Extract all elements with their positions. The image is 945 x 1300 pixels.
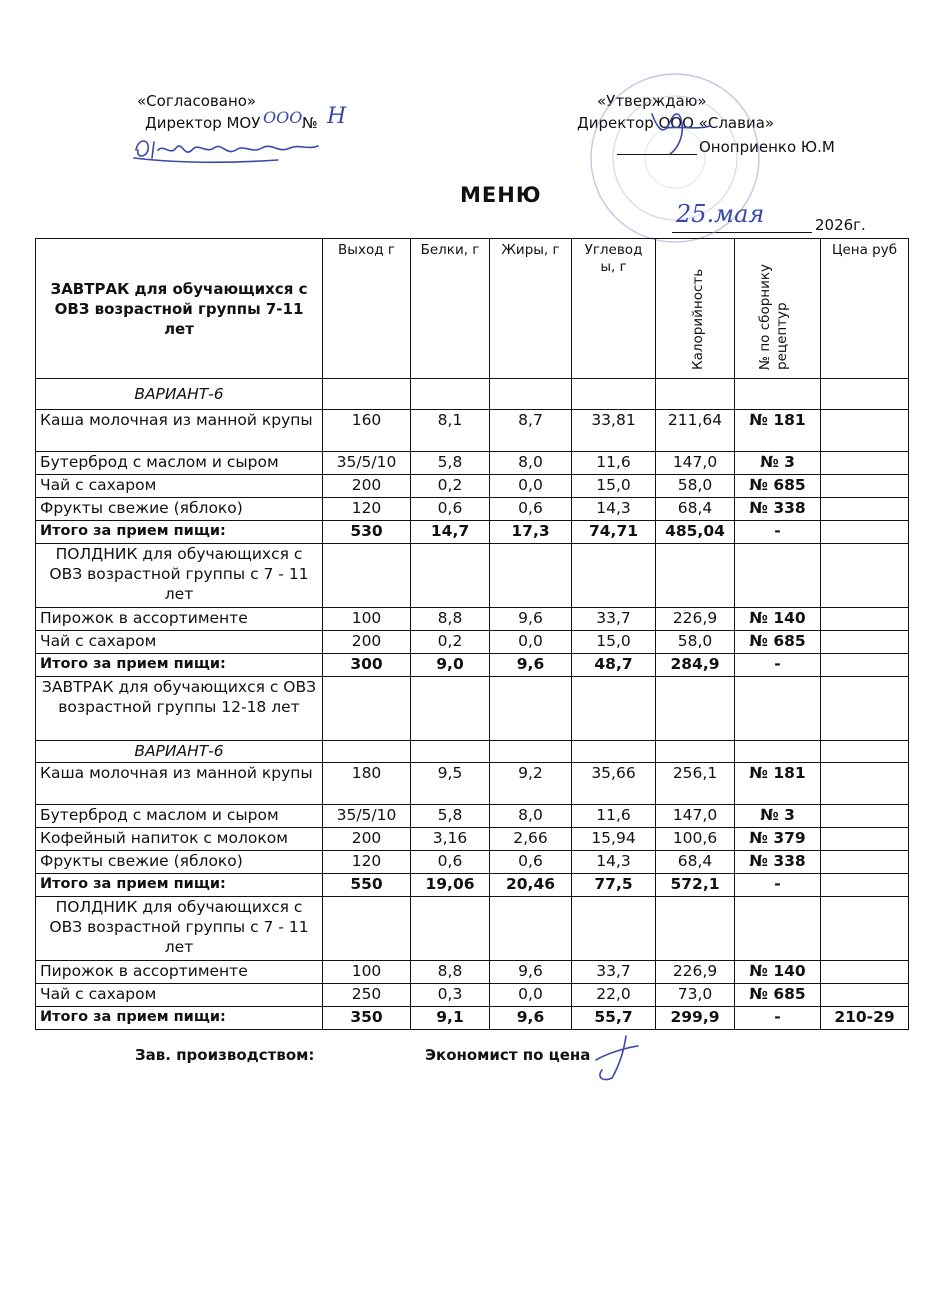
number-sign: № bbox=[302, 114, 318, 132]
variant-label: ВАРИАНТ-6 bbox=[36, 741, 323, 763]
protein-cell: 14,7 bbox=[411, 521, 490, 544]
fat-cell: 0,0 bbox=[490, 631, 572, 654]
protein-cell: 9,1 bbox=[411, 1007, 490, 1030]
page-title: МЕНЮ bbox=[460, 183, 542, 207]
recipe-cell: № 685 bbox=[735, 475, 821, 498]
calories-cell: 572,1 bbox=[656, 874, 735, 897]
handwritten-school-number: Н bbox=[327, 104, 347, 129]
section-3-title: ЗАВТРАК для обучающихся с ОВЗ возрастной группы 12-18 лет bbox=[36, 677, 323, 741]
table-row bbox=[36, 452, 909, 475]
meal-header: ЗАВТРАК для обучающихся с ОВЗ возрастной группы 7-11 лет bbox=[36, 239, 323, 379]
price-cell bbox=[821, 631, 909, 654]
section-3-total bbox=[36, 874, 909, 897]
price-cell bbox=[821, 475, 909, 498]
section-2-rows bbox=[36, 608, 909, 654]
dish-name: Итого за прием пищи: bbox=[36, 521, 323, 544]
protein-header: Белки, г bbox=[411, 239, 490, 379]
fat-cell: 8,0 bbox=[490, 805, 572, 828]
table-row bbox=[36, 498, 909, 521]
protein-cell: 9,0 bbox=[411, 654, 490, 677]
price-cell: 210-29 bbox=[821, 1007, 909, 1030]
price-header: Цена руб bbox=[821, 239, 909, 379]
output-cell: 160 bbox=[323, 410, 411, 452]
carbs-cell: 15,0 bbox=[572, 631, 656, 654]
carbs-cell: 55,7 bbox=[572, 1007, 656, 1030]
section-1-total bbox=[36, 521, 909, 544]
total-row bbox=[36, 654, 909, 677]
output-cell: 530 bbox=[323, 521, 411, 544]
fat-cell: 0,6 bbox=[490, 498, 572, 521]
price-cell bbox=[821, 763, 909, 805]
calories-cell: 68,4 bbox=[656, 851, 735, 874]
output-cell: 350 bbox=[323, 1007, 411, 1030]
carbs-cell: 15,94 bbox=[572, 828, 656, 851]
carbs-cell: 33,81 bbox=[572, 410, 656, 452]
price-cell bbox=[821, 410, 909, 452]
section-4-total bbox=[36, 1007, 909, 1030]
carbs-cell: 77,5 bbox=[572, 874, 656, 897]
recipe-cell: - bbox=[735, 1007, 821, 1030]
price-cell bbox=[821, 984, 909, 1007]
output-cell: 200 bbox=[323, 631, 411, 654]
year-label: 2026г. bbox=[815, 216, 866, 234]
price-cell bbox=[821, 452, 909, 475]
table-row bbox=[36, 763, 909, 805]
section-2-total bbox=[36, 654, 909, 677]
dish-name: Чай с сахаром bbox=[36, 631, 323, 654]
table-row bbox=[36, 828, 909, 851]
carbs-cell: 14,3 bbox=[572, 851, 656, 874]
section-4-rows bbox=[36, 961, 909, 1007]
variant-label: ВАРИАНТ-6 bbox=[36, 379, 323, 410]
fat-cell: 17,3 bbox=[490, 521, 572, 544]
carbs-cell: 33,7 bbox=[572, 608, 656, 631]
protein-cell: 0,3 bbox=[411, 984, 490, 1007]
section-3-rows bbox=[36, 763, 909, 874]
fat-cell: 9,6 bbox=[490, 654, 572, 677]
recipe-cell: № 140 bbox=[735, 608, 821, 631]
dish-name: Кофейный напиток с молоком bbox=[36, 828, 323, 851]
output-cell: 250 bbox=[323, 984, 411, 1007]
table-row bbox=[36, 410, 909, 452]
dish-name: Фрукты свежие (яблоко) bbox=[36, 498, 323, 521]
section-4-title: ПОЛДНИК для обучающихся с ОВЗ возрастной группы с 7 - 11 лет bbox=[36, 897, 323, 961]
total-row bbox=[36, 1007, 909, 1030]
calories-cell: 73,0 bbox=[656, 984, 735, 1007]
protein-cell: 3,16 bbox=[411, 828, 490, 851]
left-signature-icon bbox=[128, 128, 328, 168]
carbs-cell: 22,0 bbox=[572, 984, 656, 1007]
dish-name: Фрукты свежие (яблоко) bbox=[36, 851, 323, 874]
handwritten-school-short: ООО bbox=[263, 108, 303, 127]
calories-cell: 211,64 bbox=[656, 410, 735, 452]
recipe-cell: № 338 bbox=[735, 498, 821, 521]
dish-name: Итого за прием пищи: bbox=[36, 874, 323, 897]
dish-name: Бутерброд с маслом и сыром bbox=[36, 452, 323, 475]
protein-cell: 8,8 bbox=[411, 961, 490, 984]
price-cell bbox=[821, 498, 909, 521]
section-header-row bbox=[36, 544, 909, 608]
protein-cell: 0,2 bbox=[411, 475, 490, 498]
fat-cell: 9,6 bbox=[490, 608, 572, 631]
fat-cell: 0,0 bbox=[490, 984, 572, 1007]
table-row bbox=[36, 475, 909, 498]
carbs-cell: 74,71 bbox=[572, 521, 656, 544]
recipe-cell: - bbox=[735, 654, 821, 677]
output-cell: 35/5/10 bbox=[323, 452, 411, 475]
carbs-cell: 14,3 bbox=[572, 498, 656, 521]
recipe-cell: № 140 bbox=[735, 961, 821, 984]
fat-cell: 20,46 bbox=[490, 874, 572, 897]
table-header-row bbox=[36, 239, 909, 379]
fat-cell: 8,7 bbox=[490, 410, 572, 452]
calories-cell: 226,9 bbox=[656, 961, 735, 984]
recipe-cell: № 3 bbox=[735, 805, 821, 828]
protein-cell: 9,5 bbox=[411, 763, 490, 805]
calories-cell: 58,0 bbox=[656, 475, 735, 498]
director-left-label: Директор МОУ bbox=[145, 114, 261, 132]
calories-cell: 100,6 bbox=[656, 828, 735, 851]
section-1-rows bbox=[36, 410, 909, 521]
output-cell: 120 bbox=[323, 498, 411, 521]
section-header-row bbox=[36, 897, 909, 961]
calories-cell: 147,0 bbox=[656, 452, 735, 475]
protein-cell: 19,06 bbox=[411, 874, 490, 897]
dish-name: Чай с сахаром bbox=[36, 984, 323, 1007]
recipe-cell: № 181 bbox=[735, 763, 821, 805]
fat-header: Жиры, г bbox=[490, 239, 572, 379]
fat-cell: 9,6 bbox=[490, 1007, 572, 1030]
output-cell: 550 bbox=[323, 874, 411, 897]
protein-cell: 0,6 bbox=[411, 498, 490, 521]
fat-cell: 9,2 bbox=[490, 763, 572, 805]
dish-name: Итого за прием пищи: bbox=[36, 1007, 323, 1030]
total-row bbox=[36, 521, 909, 544]
output-cell: 200 bbox=[323, 828, 411, 851]
protein-cell: 0,6 bbox=[411, 851, 490, 874]
production-label: Зав. производством: bbox=[135, 1046, 315, 1064]
carbs-cell: 48,7 bbox=[572, 654, 656, 677]
calories-cell: 68,4 bbox=[656, 498, 735, 521]
output-cell: 200 bbox=[323, 475, 411, 498]
dish-name: Каша молочная из манной крупы bbox=[36, 763, 323, 805]
recipe-cell: - bbox=[735, 874, 821, 897]
output-cell: 180 bbox=[323, 763, 411, 805]
signer-right-name: Оноприенко Ю.М bbox=[699, 138, 835, 156]
protein-cell: 8,1 bbox=[411, 410, 490, 452]
recipe-cell: № 685 bbox=[735, 631, 821, 654]
economist-label: Экономист по цена bbox=[425, 1046, 591, 1064]
total-row bbox=[36, 874, 909, 897]
dish-name: Бутерброд с маслом и сыром bbox=[36, 805, 323, 828]
carbs-cell: 11,6 bbox=[572, 452, 656, 475]
fat-cell: 9,6 bbox=[490, 961, 572, 984]
approved-left-label: «Согласовано» bbox=[137, 92, 257, 110]
calories-cell: 226,9 bbox=[656, 608, 735, 631]
calories-cell: 299,9 bbox=[656, 1007, 735, 1030]
output-cell: 300 bbox=[323, 654, 411, 677]
calories-cell: 284,9 bbox=[656, 654, 735, 677]
recipe-cell: № 3 bbox=[735, 452, 821, 475]
fat-cell: 0,0 bbox=[490, 475, 572, 498]
output-header: Выход г bbox=[323, 239, 411, 379]
carbs-cell: 15,0 bbox=[572, 475, 656, 498]
approved-right-label: «Утверждаю» bbox=[597, 92, 707, 110]
table-row bbox=[36, 851, 909, 874]
recipe-cell: № 379 bbox=[735, 828, 821, 851]
dish-name: Каша молочная из манной крупы bbox=[36, 410, 323, 452]
protein-cell: 8,8 bbox=[411, 608, 490, 631]
output-cell: 100 bbox=[323, 608, 411, 631]
carbs-cell: 35,66 bbox=[572, 763, 656, 805]
dish-name: Чай с сахаром bbox=[36, 475, 323, 498]
recipe-cell: - bbox=[735, 521, 821, 544]
price-cell bbox=[821, 851, 909, 874]
calories-cell: 485,04 bbox=[656, 521, 735, 544]
calories-cell: 147,0 bbox=[656, 805, 735, 828]
table-row bbox=[36, 984, 909, 1007]
price-cell bbox=[821, 521, 909, 544]
recipe-cell: № 181 bbox=[735, 410, 821, 452]
protein-cell: 0,2 bbox=[411, 631, 490, 654]
calories-cell: 256,1 bbox=[656, 763, 735, 805]
handwritten-date: 25.мая bbox=[676, 200, 765, 228]
protein-cell: 5,8 bbox=[411, 805, 490, 828]
fat-cell: 2,66 bbox=[490, 828, 572, 851]
recipe-cell: № 685 bbox=[735, 984, 821, 1007]
right-signature-icon bbox=[640, 100, 720, 160]
output-cell: 35/5/10 bbox=[323, 805, 411, 828]
carbs-cell: 11,6 bbox=[572, 805, 656, 828]
table-row bbox=[36, 961, 909, 984]
dish-name: Пирожок в ассортименте bbox=[36, 961, 323, 984]
section-header-row bbox=[36, 677, 909, 741]
calories-cell: 58,0 bbox=[656, 631, 735, 654]
recipe-header: № по сборнику рецептур bbox=[735, 239, 821, 379]
carbs-cell: 33,7 bbox=[572, 961, 656, 984]
section-2-title: ПОЛДНИК для обучающихся с ОВЗ возрастной группы с 7 - 11 лет bbox=[36, 544, 323, 608]
menu-table bbox=[35, 238, 909, 1030]
price-cell bbox=[821, 828, 909, 851]
table-row bbox=[36, 805, 909, 828]
variant-row bbox=[36, 379, 909, 410]
output-cell: 100 bbox=[323, 961, 411, 984]
carbs-header: Углевод ы, г bbox=[572, 239, 656, 379]
dish-name: Итого за прием пищи: bbox=[36, 654, 323, 677]
director-right-label: Директор ООО «Славиа» bbox=[577, 114, 775, 132]
variant-row bbox=[36, 741, 909, 763]
protein-cell: 5,8 bbox=[411, 452, 490, 475]
price-cell bbox=[821, 874, 909, 897]
calories-header: Калорийность bbox=[656, 239, 735, 379]
fat-cell: 0,6 bbox=[490, 851, 572, 874]
economist-signature-icon bbox=[590, 1030, 650, 1086]
recipe-cell: № 338 bbox=[735, 851, 821, 874]
price-cell bbox=[821, 608, 909, 631]
dish-name: Пирожок в ассортименте bbox=[36, 608, 323, 631]
price-cell bbox=[821, 961, 909, 984]
table-row bbox=[36, 631, 909, 654]
output-cell: 120 bbox=[323, 851, 411, 874]
price-cell bbox=[821, 805, 909, 828]
table-row bbox=[36, 608, 909, 631]
fat-cell: 8,0 bbox=[490, 452, 572, 475]
price-cell bbox=[821, 654, 909, 677]
